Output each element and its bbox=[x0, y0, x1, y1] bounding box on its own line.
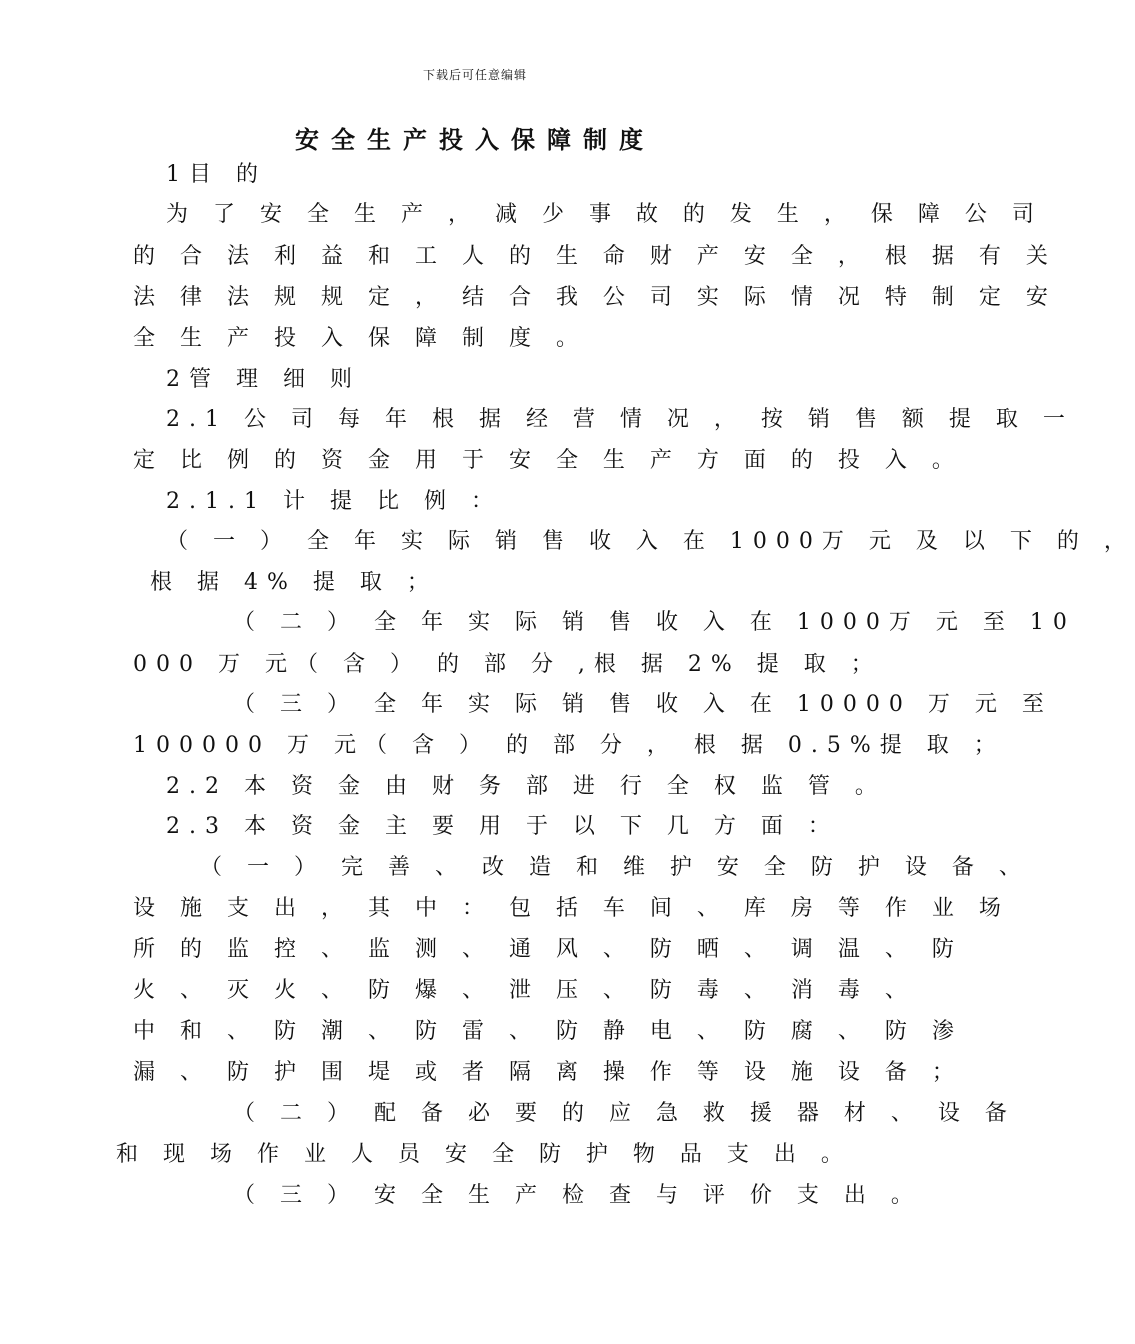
paragraph-line: 法 律 法 规 规 定 ， 结 合 我 公 司 实 际 情 况 特 制 定 安 bbox=[133, 285, 1057, 310]
paragraph-line: 和 现 场 作 业 人 员 安 全 防 护 物 品 支 出 。 bbox=[116, 1142, 852, 1167]
paragraph-line: 全 生 产 投 入 保 障 制 度 。 bbox=[133, 326, 587, 351]
paragraph-line: 根 据 4% 提 取 ； bbox=[150, 570, 438, 595]
paragraph-line: 漏 、 防 护 围 堤 或 者 隔 离 操 作 等 设 施 设 备 ； bbox=[133, 1060, 963, 1085]
paragraph-line: （ 二 ） 配 备 必 要 的 应 急 救 援 器 材 、 设 备 bbox=[233, 1101, 1016, 1126]
subsection-heading: 2.1.1 计 提 比 例 ： bbox=[166, 489, 502, 514]
paragraph-line: （ 三 ） 全 年 实 际 销 售 收 入 在 10000 万 元 至 bbox=[233, 692, 1053, 717]
paragraph-line: 2.3 本 资 金 主 要 用 于 以 下 几 方 面 ： bbox=[166, 814, 839, 839]
section-heading: 2管 理 细 则 bbox=[166, 367, 361, 392]
paragraph-line: 定 比 例 的 资 金 用 于 安 全 生 产 方 面 的 投 入 。 bbox=[133, 448, 963, 473]
paragraph-line: 000 万 元（ 含 ） 的 部 分 ,根 据 2% 提 取 ； bbox=[133, 652, 882, 677]
section-heading: 1目 的 bbox=[166, 162, 267, 187]
paragraph-line: 2.2 本 资 金 由 财 务 部 进 行 全 权 监 管 。 bbox=[166, 774, 886, 799]
paragraph-line: 中 和 、 防 潮 、 防 雷 、 防 静 电 、 防 腐 、 防 渗 bbox=[133, 1019, 963, 1044]
paragraph-line: 100000 万 元（ 含 ） 的 部 分 ， 根 据 0.5%提 取 ； bbox=[133, 733, 1005, 758]
paragraph-line: （ 一 ） 完 善 、 改 造 和 维 护 安 全 防 护 设 备 、 bbox=[200, 855, 1030, 880]
paragraph-line: 的 合 法 利 益 和 工 人 的 生 命 财 产 安 全 ， 根 据 有 关 bbox=[133, 244, 1057, 269]
page-header: 下载后可任意编辑 bbox=[422, 68, 527, 82]
paragraph-line: （ 二 ） 全 年 实 际 销 售 收 入 在 1000万 元 至 10 bbox=[233, 610, 1076, 635]
paragraph-line: 2.1 公 司 每 年 根 据 经 营 情 况 ， 按 销 售 额 提 取 一 bbox=[166, 407, 1074, 432]
document-title: 安全生产投入保障制度 bbox=[295, 125, 655, 154]
paragraph-line: 为 了 安 全 生 产 ， 减 少 事 故 的 发 生 ， 保 障 公 司 bbox=[166, 202, 1043, 227]
paragraph-line: 所 的 监 控 、 监 测 、 通 风 、 防 晒 、 调 温 、 防 bbox=[133, 937, 963, 962]
paragraph-line: 火 、 灭 火 、 防 爆 、 泄 压 、 防 毒 、 消 毒 、 bbox=[133, 978, 916, 1003]
paragraph-line: （ 三 ） 安 全 生 产 检 查 与 评 价 支 出 。 bbox=[233, 1183, 922, 1208]
paragraph-line: （ 一 ） 全 年 实 际 销 售 收 入 在 1000万 元 及 以 下 的 ， bbox=[166, 529, 1135, 554]
paragraph-line: 设 施 支 出 ， 其 中 ： 包 括 车 间 、 库 房 等 作 业 场 bbox=[133, 896, 1010, 921]
